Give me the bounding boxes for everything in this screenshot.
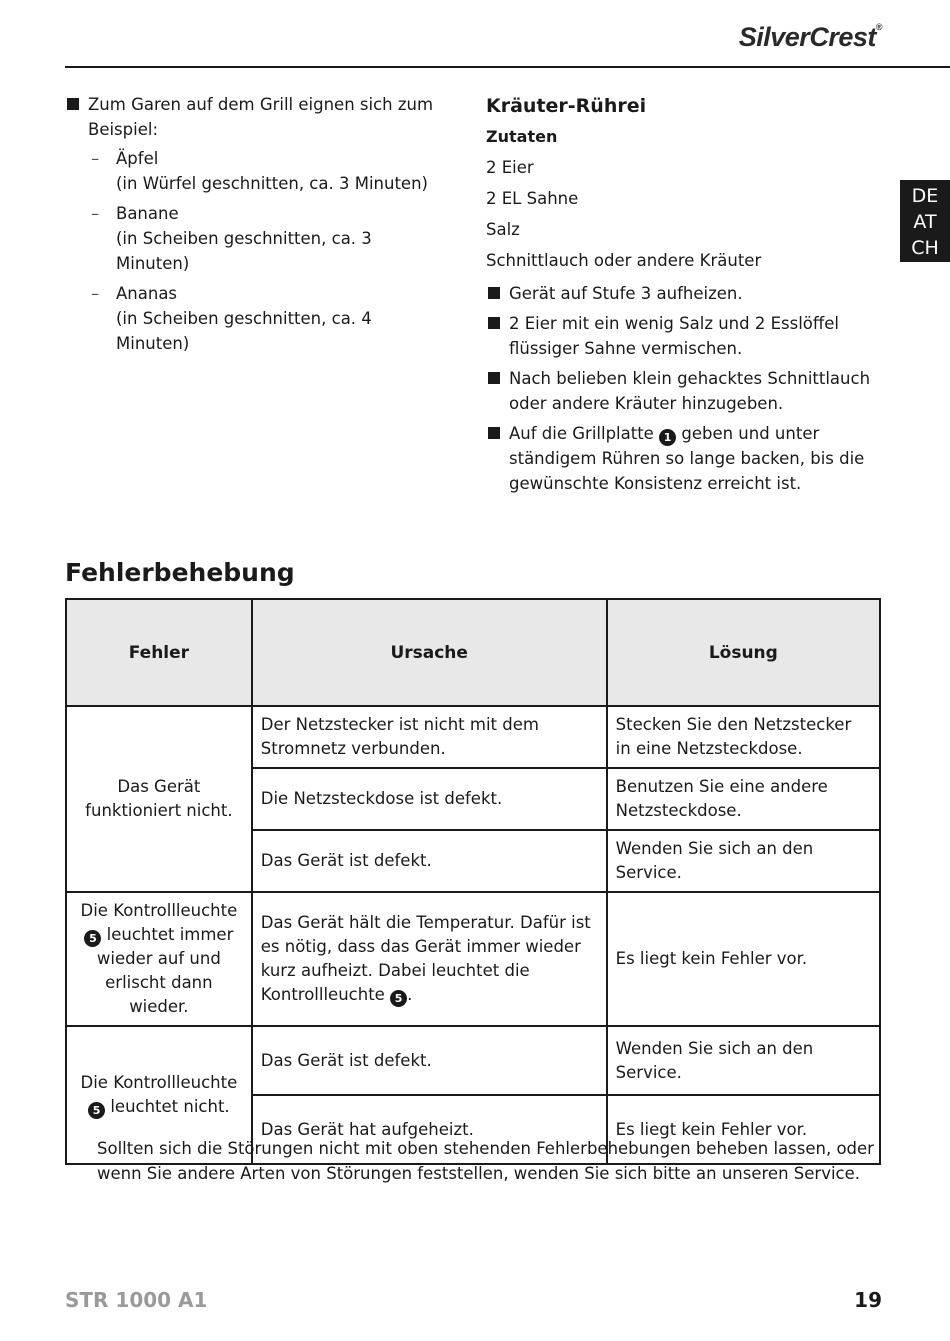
loesung-cell: Wenden Sie sich an den Service.	[607, 830, 880, 892]
fehler-cell: Das Gerät funktioniert nicht.	[66, 706, 252, 892]
ursache-cell: Die Netzsteckdose ist defekt.	[252, 768, 607, 830]
recipe-steps	[486, 281, 886, 496]
table-row	[66, 1026, 880, 1095]
lang-ch: CH	[911, 237, 939, 259]
page-number: 19	[854, 1288, 882, 1312]
loesung-cell: Es liegt kein Fehler vor.	[607, 1095, 880, 1164]
ingredient: Schnittlauch oder andere Kräuter	[486, 251, 762, 270]
recipe-step: 2 Eier mit ein wenig Salz und 2 Esslöffel flüssiger Sahne vermischen.	[486, 311, 886, 361]
fehler-cell: Die Kontrollleuchte 5 leuchtet immer wieder auf und erlischt dann wieder.	[66, 892, 252, 1026]
list-item: – Banane (in Scheiben geschnitten, ca. 3 Minuten)	[91, 204, 372, 273]
ingredient: 2 EL Sahne	[486, 189, 579, 208]
list-item: – Ananas (in Scheiben geschnitten, ca. 4 Minuten)	[91, 284, 372, 353]
lang-de: DE	[911, 185, 939, 207]
troubleshooting-table	[65, 598, 881, 1165]
grill-suggestions	[65, 92, 445, 361]
ursache-cell: Das Gerät ist defekt.	[252, 1026, 607, 1095]
ingredients-title: Zutaten	[486, 127, 558, 146]
grill-intro: Zum Garen auf dem Grill eignen sich zum Beispiel:	[65, 92, 445, 142]
recipe-step: Auf die Grillplatte 1 geben und unter ständigem Rühren so lange backen, bis die gewünschte Konsistenz erreicht ist.	[486, 421, 886, 496]
header-loesung: Lösung	[607, 599, 880, 706]
header-rule	[65, 66, 950, 68]
ursache-cell: Das Gerät ist defekt.	[252, 830, 607, 892]
ursache-cell: Das Gerät hält die Temperatur. Dafür ist es nötig, dass das Gerät immer wieder kurz aufheizt. Dabei leuchtet die Kontrollleuchte 5 .	[252, 892, 607, 1026]
loesung-cell: Stecken Sie den Netzstecker in eine Netzsteckdose.	[607, 706, 880, 768]
fehler-cell: Die Kontrollleuchte 5 leuchtet nicht.	[66, 1026, 252, 1164]
grill-plate-ref-icon: 1	[659, 429, 676, 446]
loesung-cell: Benutzen Sie eine andere Netzsteckdose.	[607, 768, 880, 830]
ursache-cell: Der Netzstecker ist nicht mit dem Stromnetz verbunden.	[252, 706, 607, 768]
service-note: Sollten sich die Störungen nicht mit oben stehenden Fehlerbehebungen beheben lassen, oder wenn Sie andere Arten von Störungen feststellen, wenden Sie sich bitte an unseren Service.	[97, 1139, 874, 1183]
recipe-title: Kräuter-Rührei	[486, 95, 647, 117]
loesung-cell: Wenden Sie sich an den Service.	[607, 1026, 880, 1095]
recipe	[486, 92, 886, 501]
recipe-step: Gerät auf Stufe 3 aufheizen.	[486, 281, 886, 306]
brand-logo: SilverCrest®	[738, 22, 882, 52]
list-item: – Äpfel (in Würfel geschnitten, ca. 3 Minuten)	[91, 149, 428, 193]
table-header-row	[66, 599, 880, 706]
ursache-cell: Das Gerät hat aufgeheizt.	[252, 1095, 607, 1164]
table-row	[66, 706, 880, 768]
indicator-light-ref-icon: 5	[84, 930, 101, 947]
footer-model: STR 1000 A1	[65, 1288, 208, 1312]
indicator-light-ref-icon: 5	[390, 990, 407, 1007]
recipe-step: Nach belieben klein gehacktes Schnittlauch oder andere Kräuter hinzugeben.	[486, 366, 886, 416]
indicator-light-ref-icon: 5	[88, 1102, 105, 1119]
table-row	[66, 892, 880, 1026]
section-title: Fehlerbehebung	[65, 558, 295, 587]
header-fehler: Fehler	[66, 599, 252, 706]
ingredient: Salz	[486, 220, 520, 239]
lang-at: AT	[913, 211, 937, 233]
language-tab	[900, 180, 950, 262]
ingredient: 2 Eier	[486, 158, 534, 177]
loesung-cell: Es liegt kein Fehler vor.	[607, 892, 880, 1026]
fruit-list	[88, 146, 445, 356]
header-ursache: Ursache	[252, 599, 607, 706]
